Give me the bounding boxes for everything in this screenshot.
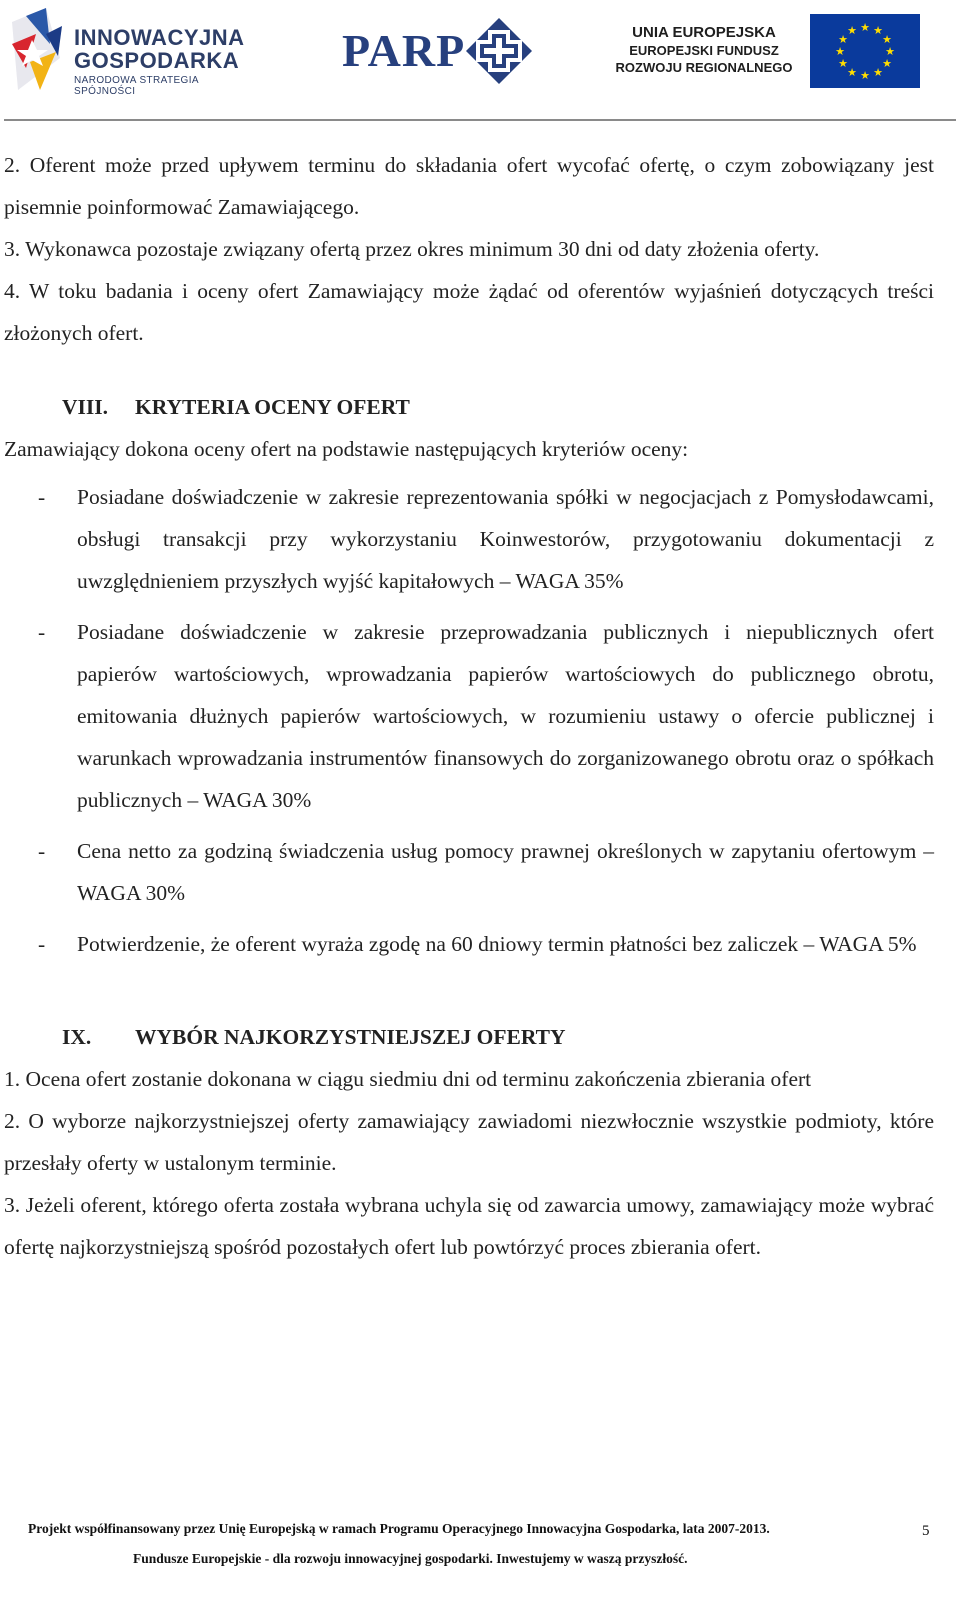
footer-cofinancing-note: Projekt współfinansowany przez Unię Europejską w ramach Programu Operacyjnego Innowacyjna Gospodarka, lata 2007-2013. bbox=[28, 1521, 770, 1536]
criteria-text: Posiadane doświadczenie w zakresie reprezentowania spółki w negocjacjach z Pomysłodawcami, obsługi transakcji przy wykorzystaniu Koinwestorów, przygotowaniu dokumentacji z uwzględnieniem przyszłych wyjść kapitałowych – WAGA 35% bbox=[77, 485, 934, 593]
logo-line-strategia: NARODOWA STRATEGIA SPÓJNOŚCI bbox=[74, 75, 199, 97]
section-viii-number: VIII. bbox=[62, 395, 109, 419]
eu-line-unia: UNIA EUROPEJSKA bbox=[632, 24, 776, 41]
svg-text:★: ★ bbox=[838, 33, 848, 46]
svg-text:★: ★ bbox=[882, 57, 892, 70]
svg-text:★: ★ bbox=[873, 24, 883, 37]
section-viii-heading bbox=[4, 386, 934, 428]
eu-logo bbox=[608, 14, 928, 94]
criteria-list bbox=[4, 476, 934, 965]
section-ix-item-1: 1. Ocena ofert zostanie dokonana w ciągu siedmiu dni od terminu zakończenia zbierania ofert bbox=[4, 1067, 812, 1091]
header-divider bbox=[4, 119, 956, 121]
svg-text:★: ★ bbox=[847, 24, 857, 37]
criteria-item bbox=[4, 611, 934, 821]
bullet-dash: - bbox=[38, 839, 46, 863]
section-ix-item-2: 2. O wyborze najkorzystniejszej oferty zamawiający zawiadomi niezwłocznie wszystkie podmioty, które przesłały oferty w ustalonym terminie. bbox=[4, 1109, 934, 1175]
criteria-text: Posiadane doświadczenie w zakresie przeprowadzania publicznych i niepublicznych ofert papierów wartościowych, wprowadzania papierów wartościowych do publicznego obrotu, emitowania dłużnych papierów wartościowych, w rozumieniu ustawy o ofercie publicznej i warunkach wprowadzania instrumentów finansowych do zorganizowanego obrotu oraz o spółkach publicznych – WAGA 30% bbox=[77, 620, 934, 812]
svg-text:★: ★ bbox=[882, 33, 892, 46]
parp-logo bbox=[340, 16, 540, 86]
bullet-dash: - bbox=[38, 932, 46, 956]
section-viii-intro: Zamawiający dokona oceny ofert na podstawie następujących kryteriów oceny: bbox=[4, 437, 689, 461]
logo-line-innowacyjna: INNOWACYJNA bbox=[74, 25, 245, 50]
ig-star-mark-icon bbox=[6, 4, 68, 94]
bullet-dash: - bbox=[38, 620, 46, 644]
svg-text:★: ★ bbox=[885, 45, 895, 58]
innowacyjna-gospodarka-logo bbox=[6, 4, 256, 97]
criteria-item bbox=[4, 476, 934, 602]
svg-text:★: ★ bbox=[860, 69, 870, 82]
eu-line-fundusz: EUROPEJSKI FUNDUSZ bbox=[629, 43, 779, 58]
section-ix-title: WYBÓR NAJKORZYSTNIEJSZEJ OFERTY bbox=[135, 1025, 566, 1049]
intro-item-4: 4. W toku badania i oceny ofert Zamawiający może żądać od oferentów wyjaśnień dotyczących treści złożonych ofert. bbox=[4, 279, 934, 345]
footer-slogan: Fundusze Europejskie - dla rozwoju innowacyjnej gospodarki. Inwestujemy w waszą przyszłość. bbox=[133, 1551, 688, 1566]
parp-wordmark: PARP bbox=[342, 25, 466, 76]
criteria-item bbox=[4, 923, 934, 965]
svg-text:★: ★ bbox=[847, 66, 857, 79]
document-body bbox=[4, 144, 934, 1268]
section-ix-number: IX. bbox=[62, 1025, 92, 1049]
criteria-text: Potwierdzenie, że oferent wyraża zgodę na 60 dniowy termin płatności bez zaliczek – WAGA 5% bbox=[77, 932, 917, 956]
bullet-dash: - bbox=[38, 485, 46, 509]
eu-line-regionalny: ROZWOJU REGIONALNEGO bbox=[615, 60, 793, 75]
section-ix-item-3: 3. Jeżeli oferent, którego oferta została wybrana uchyla się od zawarcia umowy, zamawiający może wybrać ofertę najkorzystniejszą spośród pozostałych ofert lub powtórzyć proces zbierania ofert. bbox=[4, 1193, 934, 1259]
criteria-text: Cena netto za godziną świadczenia usług pomocy prawnej określonych w zapytaniu ofertowym – WAGA 30% bbox=[77, 839, 934, 905]
criteria-item bbox=[4, 830, 934, 914]
svg-text:★: ★ bbox=[860, 21, 870, 34]
section-ix-heading bbox=[4, 1016, 934, 1058]
svg-text:★: ★ bbox=[838, 57, 848, 70]
logo-line-gospodarka: GOSPODARKA bbox=[74, 48, 240, 73]
svg-text:★: ★ bbox=[873, 66, 883, 79]
intro-item-2: 2. Oferent może przed upływem terminu do składania ofert wycofać ofertę, o czym zobowiązany jest pisemnie poinformować Zamawiającego. bbox=[4, 153, 934, 219]
page-number: 5 bbox=[922, 1523, 930, 1539]
parp-diamond-icon bbox=[464, 16, 534, 86]
svg-text:★: ★ bbox=[835, 45, 845, 58]
eu-flag-icon bbox=[810, 14, 920, 88]
intro-item-3: 3. Wykonawca pozostaje związany ofertą przez okres minimum 30 dni od daty złożenia oferty. bbox=[4, 237, 820, 261]
section-viii-title: KRYTERIA OCENY OFERT bbox=[135, 395, 410, 419]
page-header bbox=[0, 0, 960, 118]
